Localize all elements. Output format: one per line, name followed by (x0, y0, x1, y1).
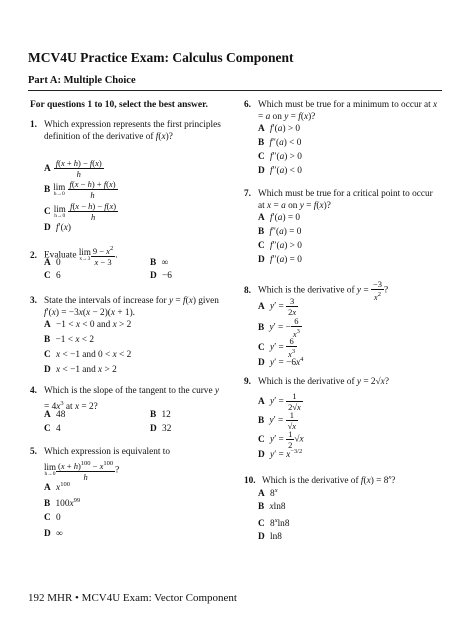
q3-option-a[interactable]: A −1 < x < 0 and x > 2 (44, 320, 132, 330)
q6-option-b[interactable]: B f″(a) < 0 (258, 138, 302, 148)
question-3: 3. State the intervals of increase for y = f(x) given f′(x) = −3x(x − 2)(x + 1). (30, 296, 219, 318)
q8-option-c[interactable]: C y′ = $\frac{6}{x^3}$ (258, 336, 296, 359)
q3-option-c[interactable]: C x < −1 and 0 < x < 2 (44, 350, 132, 360)
heading-divider (28, 90, 442, 91)
q3-option-d[interactable]: D x < −1 and x > 2 (44, 365, 117, 375)
q4-option-c[interactable]: C 4 (44, 424, 61, 434)
q1-option-c[interactable]: C lim h→0 $\frac{f(x - h) - f(x)}{h}$ (44, 201, 117, 222)
q10-option-c[interactable]: C 8$^x$ln8 (258, 517, 290, 530)
q8-option-d[interactable]: D $y' = -6x^4$ (258, 356, 304, 369)
q5-option-c[interactable]: C 0 (44, 513, 61, 523)
question-1: 1. Which expression represents the first principles definition of the derivative of f(x)? (30, 120, 221, 142)
q4-option-a[interactable]: A 48 (44, 410, 66, 420)
question-8: 8. Which is the derivative of y = $\frac{-3}{x^2}$ ? (244, 279, 389, 302)
q10-option-b[interactable]: B xln8 (258, 502, 286, 512)
q5-option-b[interactable]: B $100x^{99}$ (44, 497, 81, 510)
page-title: MCV4U Practice Exam: Calculus Component (28, 50, 294, 65)
instructions: For questions 1 to 10, select the best answer. (30, 100, 208, 110)
q8-option-a[interactable]: A y′ = $\frac{3}{2x}$ (258, 296, 297, 317)
q6-option-a[interactable]: A f′(a) > 0 (258, 124, 301, 134)
question-6: 6. Which must be true for a minimum to occur at x = a on y = f(x)? (244, 100, 438, 122)
q5-limit-expression: lim h→0 $\frac{(x + h)^{100} - x^{100}}{h}$ ? (44, 460, 120, 482)
q7-option-c[interactable]: C f″(a) > 0 (258, 241, 302, 251)
q6-option-c[interactable]: C f″(a) > 0 (258, 152, 302, 162)
q1-option-a[interactable]: A $\frac{f(x + h) - f(x)}{h}$ (44, 158, 102, 179)
q9-option-a[interactable]: A y′ = $\frac{1}{2√x}$ (258, 391, 301, 412)
q5-option-a[interactable]: A $x^{100}$ (44, 481, 70, 494)
question-10: 10. Which is the derivative of $f(x) = 8^x$? (244, 474, 396, 487)
q7-option-d[interactable]: D f″(a) = 0 (258, 255, 302, 265)
question-2: 2. Evaluate lim x→3 $\frac{9 - x^2}{x - 3}$ . (30, 245, 118, 267)
q2-option-a[interactable]: A 0 (44, 258, 61, 268)
q3-option-b[interactable]: B −1 < x < 2 (44, 335, 94, 345)
q8-option-b[interactable]: B y′ = − $\frac{6}{x^3}$ (258, 316, 300, 339)
q9-option-b[interactable]: B y′ = $\frac{1}{√x}$ (258, 410, 297, 431)
q9-option-c[interactable]: C y′ = $\frac{1}{2}$ √x (258, 429, 304, 450)
q2-option-c[interactable]: C 6 (44, 271, 61, 281)
q6-option-d[interactable]: D f″(a) < 0 (258, 166, 302, 176)
question-7: 7. Which must be true for a critical point to occur at x = a on y = f(x)? (244, 189, 433, 211)
q5-option-d[interactable]: D ∞ (44, 529, 63, 539)
q1-option-d[interactable]: D f′(x) (44, 223, 72, 233)
q2-option-b[interactable]: B ∞ (150, 258, 169, 268)
section-heading: Part A: Multiple Choice (28, 75, 136, 86)
q7-option-a[interactable]: A f′(a) = 0 (258, 213, 301, 223)
page-footer: 192 MHR • MCV4U Exam: Vector Component (28, 592, 237, 604)
q4-option-b[interactable]: B 12 (150, 410, 171, 420)
q2-option-d[interactable]: D −6 (150, 271, 172, 281)
q10-option-a[interactable]: A 8$^x$ (258, 487, 278, 500)
question-5: 5. Which expression is equivalent to (30, 447, 170, 457)
q1-option-b[interactable]: B lim h→0 $\frac{f(x - h) + f(x)}{h}$ (44, 179, 116, 200)
question-4: 4. Which is the slope of the tangent to the curve $y = 4x^3$ at x = 2? (30, 386, 220, 412)
question-9: 9. Which is the derivative of y = 2√x? (244, 377, 389, 387)
q4-option-d[interactable]: D 32 (150, 424, 172, 434)
q9-option-d[interactable]: D $y' = x^{-3/2}$ (258, 448, 303, 461)
q7-option-b[interactable]: B f″(a) = 0 (258, 227, 302, 237)
q10-option-d[interactable]: D ln8 (258, 532, 282, 542)
